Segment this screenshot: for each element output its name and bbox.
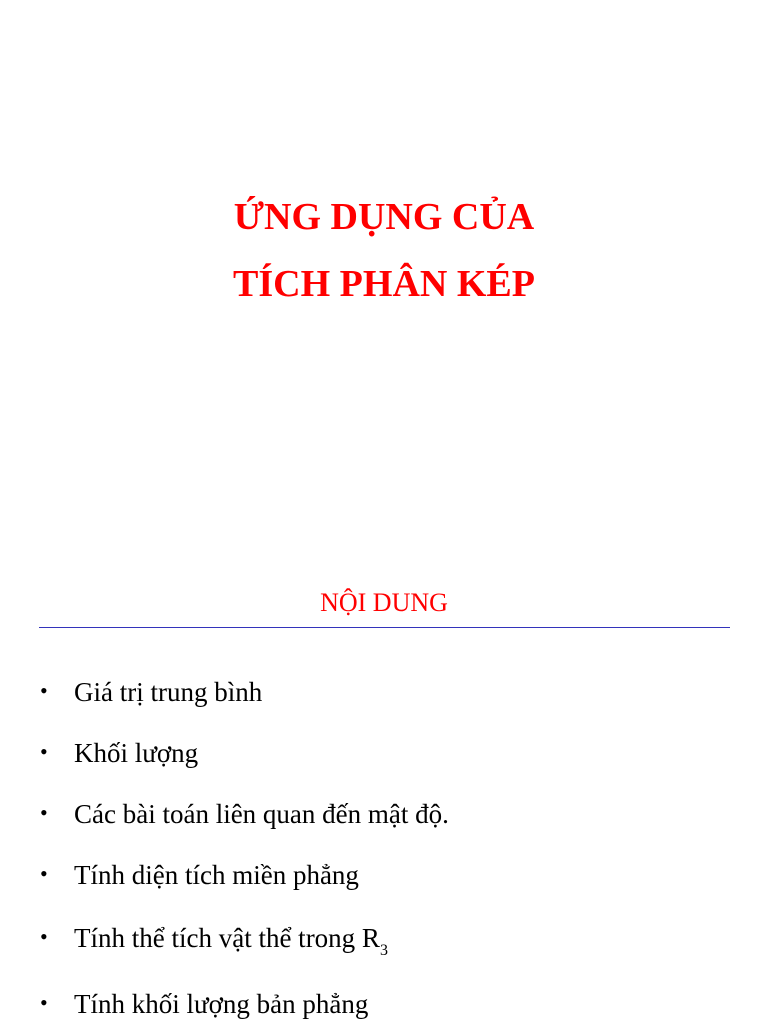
bullet-icon: • <box>40 924 48 949</box>
slide-title-line-1: ỨNG DỤNG CỦA <box>233 196 535 238</box>
list-item <box>40 679 262 706</box>
list-item <box>40 991 368 1018</box>
bullet-icon: • <box>40 990 48 1015</box>
list-item-text: Tính thể tích vật thể trong R <box>74 923 380 953</box>
bullet-icon: • <box>40 678 48 703</box>
heading-divider <box>39 627 730 628</box>
list-item-text: Tính diện tích miền phẳng <box>74 860 359 890</box>
list-item-subscript: 3 <box>379 942 388 959</box>
bullet-icon: • <box>40 739 48 764</box>
list-item <box>40 801 449 828</box>
section-heading: NỘI DUNG <box>320 588 448 617</box>
list-item-text: Khối lượng <box>74 738 199 768</box>
list-item-text: Các bài toán liên quan đến mật độ. <box>74 799 449 829</box>
list-item-text: Giá trị trung bình <box>74 677 263 707</box>
list-item <box>40 862 359 889</box>
list-item-text: Tính khối lượng bản phẳng <box>74 989 369 1019</box>
bullet-icon: • <box>40 800 48 825</box>
bullet-icon: • <box>40 861 48 886</box>
list-item <box>40 740 198 767</box>
slide-title-line-2: TÍCH PHÂN KÉP <box>233 263 535 305</box>
list-item <box>40 925 388 959</box>
